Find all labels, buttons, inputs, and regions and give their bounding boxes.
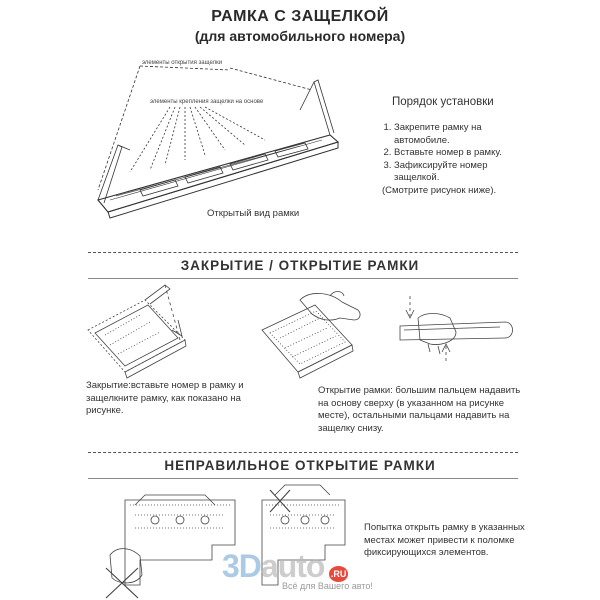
section-close-open-title: ЗАКРЫТИЕ / ОТКРЫТИЕ РАМКИ [180,258,420,273]
label-latch-elements: элементы открытия защелки [142,60,223,66]
watermark-brand-auto: auto [260,548,325,584]
install-step-3: 3. Зафиксируйте номер защелкой. [394,160,530,185]
opening-text: Открытие рамки: большим пальцем надавить на основу сверху (в указанном на рисунке месте), остальными пальцами надавить на защелку снизу. [318,385,521,434]
page-title: РАМКА С ЗАЩЕЛКОЙ [211,8,389,25]
label-base-mounts: элементы крепления защелки на основе [150,99,264,105]
watermark-logo [222,548,348,585]
section-wrong-title: НЕПРАВИЛЬНОЕ ОТКРЫТИЕ РАМКИ [164,458,436,473]
closing-text: Закрытие:вставьте номер в рамку и защелкните рамку, как показано на рисунке. [86,380,244,416]
warning-text: Попытка открыть рамку в указанных местах может привести к поломке фиксирующихся элементов. [364,522,525,558]
page-subtitle: (для автомобильного номера) [194,28,406,44]
watermark-brand-3d: 3D [222,548,261,584]
watermark-domain: .RU [329,566,349,582]
install-step-2: 2. Вставьте номер в рамку. [394,147,530,160]
install-note: (Смотрите рисунок ниже). [382,184,497,196]
install-heading: Порядок установки [392,96,494,108]
watermark-tagline: Всё для Вашего авто! [282,581,373,591]
caption-open-view: Открытый вид рамки [207,208,300,219]
install-step-1: 1. Закрепите рамку на автомобиле. [394,122,530,147]
